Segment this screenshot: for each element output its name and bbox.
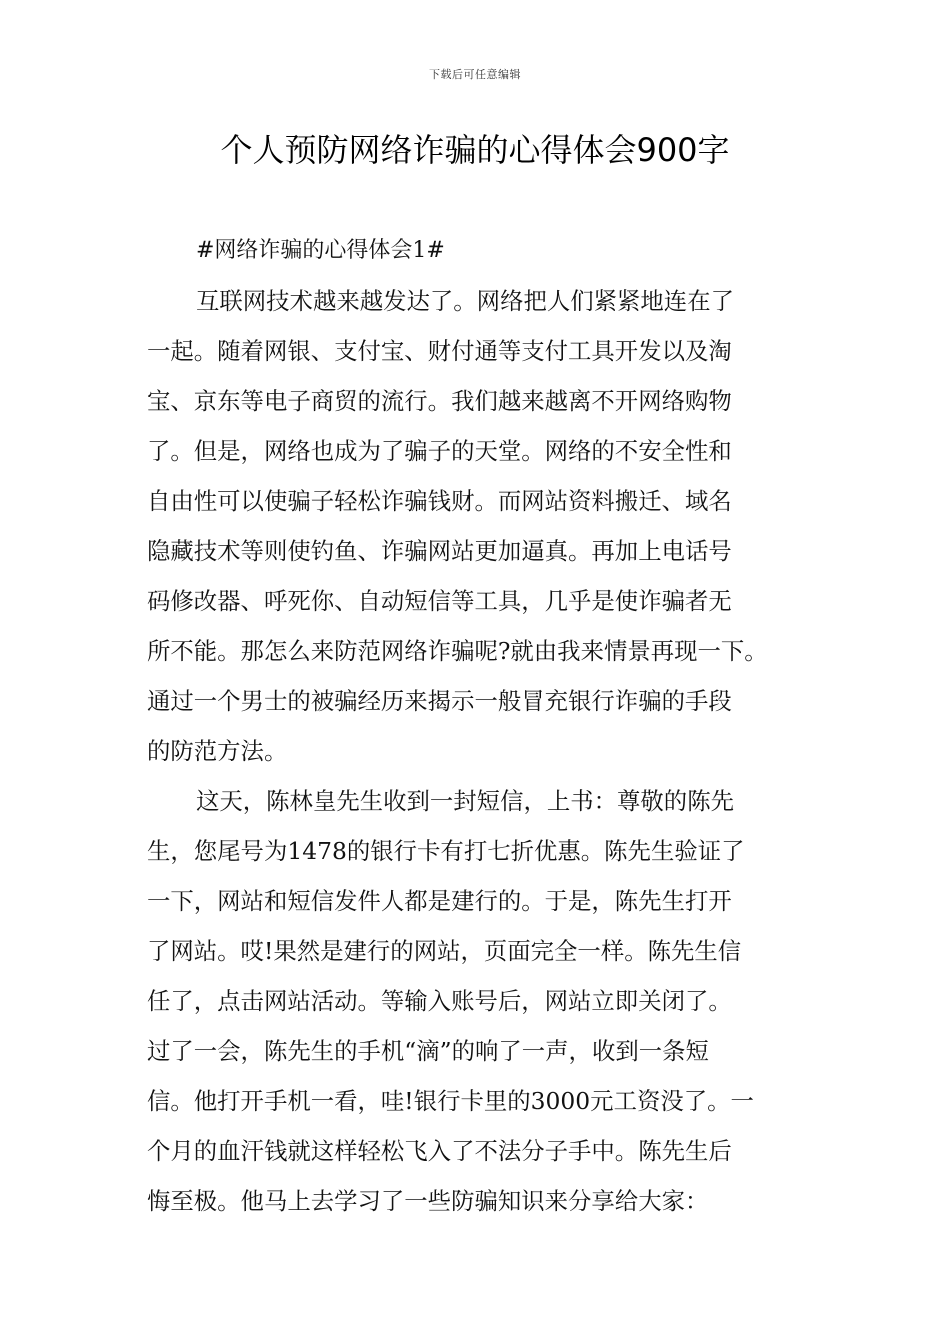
paragraph-line: 了网站。哎!果然是建行的网站，页面完全一样。陈先生信 [147,937,742,965]
paragraph-line: 宝、京东等电子商贸的流行。我们越来越离不开网络购物 [147,387,732,415]
paragraph-line: 个月的血汗钱就这样轻松飞入了不法分子手中。陈先生后 [147,1137,732,1165]
header-note: 下载后可任意编辑 [429,68,521,81]
document-body [147,226,807,1226]
paragraph-line: 通过一个男士的被骗经历来揭示一般冒充银行诈骗的手段 [147,687,732,715]
paragraph-2 [147,776,807,1226]
paragraph-line: 信。他打开手机一看，哇!银行卡里的3000元工资没了。一 [147,1087,754,1115]
paragraph-line: 所不能。那怎么来防范网络诈骗呢?就由我来情景再现一下。 [147,637,768,665]
paragraph-line: 隐藏技术等则使钓鱼、诈骗网站更加逼真。再加上电话号 [147,537,732,565]
paragraph-line: 悔至极。他马上去学习了一些防骗知识来分享给大家： [147,1187,709,1215]
paragraph-line: 自由性可以使骗子轻松诈骗钱财。而网站资料搬迁、域名 [147,487,732,515]
section-heading: #网络诈骗的心得体会1# [196,238,445,263]
paragraph-1 [147,276,807,776]
document-title: 个人预防网络诈骗的心得体会900字 [220,131,730,169]
paragraph-line: 互联网技术越来越发达了。网络把人们紧紧地连在了 [196,287,734,315]
paragraph-line: 任了，点击网站活动。等输入账号后，网站立即关闭了。 [147,987,732,1015]
paragraph-line: 过了一会，陈先生的手机“滴”的响了一声，收到一条短 [147,1037,709,1065]
paragraph-line: 了。但是，网络也成为了骗子的天堂。网络的不安全性和 [147,437,732,465]
paragraph-line: 一起。随着网银、支付宝、财付通等支付工具开发以及淘 [147,337,732,365]
paragraph-line: 这天，陈林皇先生收到一封短信，上书：尊敬的陈先 [196,787,734,815]
paragraph-line: 生，您尾号为1478的银行卡有打七折优惠。陈先生验证了 [147,837,745,865]
paragraph-line: 的防范方法。 [147,737,288,765]
paragraph-line: 码修改器、呼死你、自动短信等工具，几乎是使诈骗者无 [147,587,732,615]
paragraph-line: 一下，网站和短信发件人都是建行的。于是，陈先生打开 [147,887,732,915]
